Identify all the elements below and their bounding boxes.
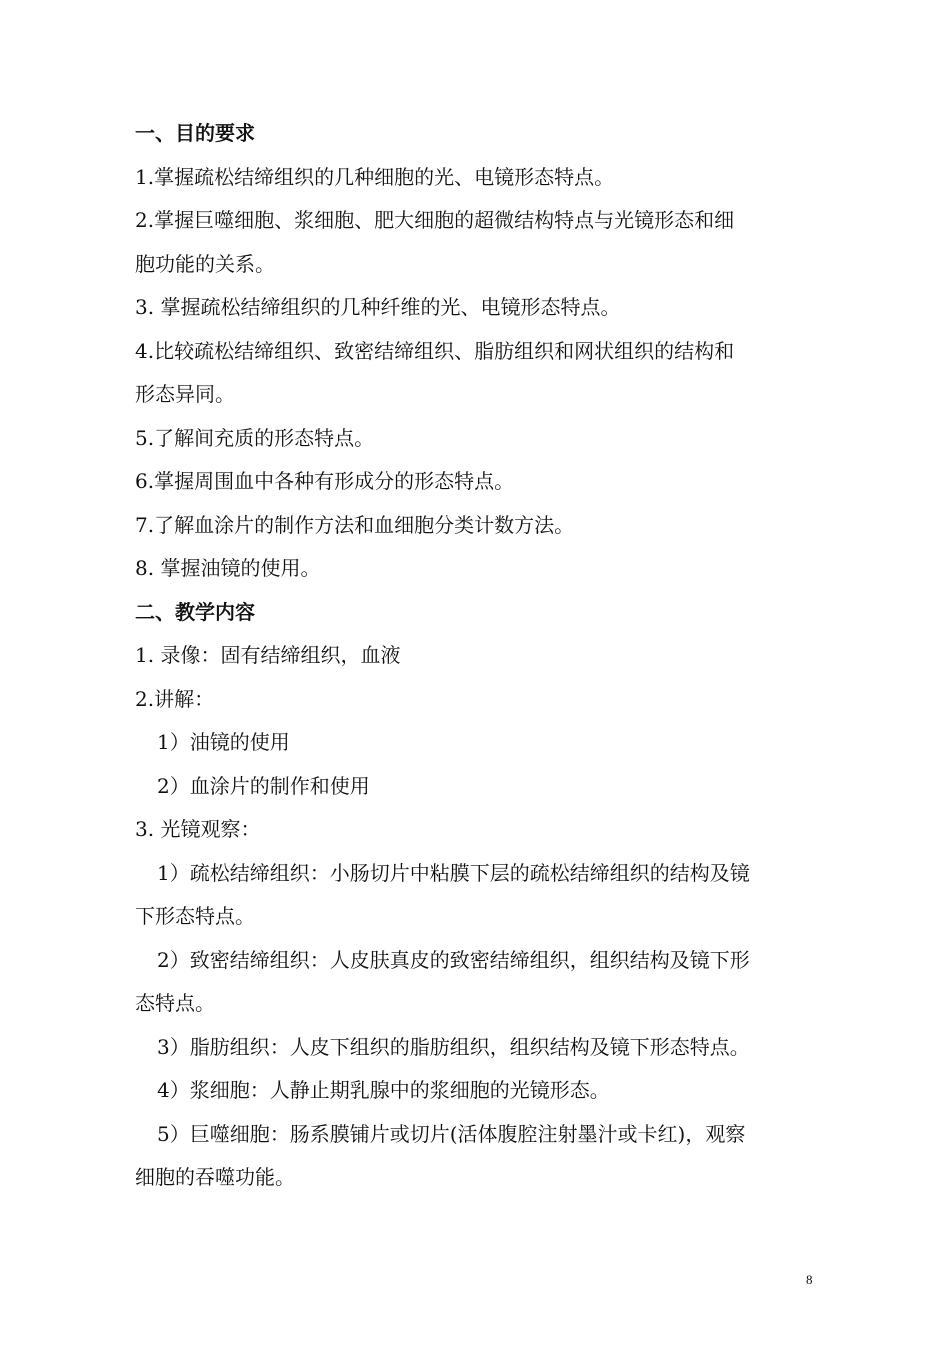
content-subitem-3-5-line-2: 细胞的吞噬功能。 bbox=[135, 1165, 295, 1189]
objective-item-4-line-1: 4.比较疏松结缔组织、致密结缔组织、脂肪组织和网状组织的结构和 bbox=[135, 338, 735, 363]
page-number: 8 bbox=[806, 1272, 813, 1287]
content-item-2: 2.讲解： bbox=[135, 686, 215, 711]
content-subitem-3-2-line-2: 态特点。 bbox=[135, 991, 215, 1015]
section-heading-content: 二、教学内容 bbox=[135, 599, 255, 624]
objective-item-5: 5.了解间充质的形态特点。 bbox=[135, 425, 375, 450]
content-subitem-3-1-line-2: 下形态特点。 bbox=[135, 904, 255, 928]
content-subitem-3-1-line-1: 1）疏松结缔组织：小肠切片中粘膜下层的疏松结缔组织的结构及镜 bbox=[157, 860, 750, 885]
content-item-1: 1. 录像：固有结缔组织，血液 bbox=[135, 643, 401, 667]
objective-item-4-line-2: 形态异同。 bbox=[135, 382, 235, 406]
objective-item-2-line-2: 胞功能的关系。 bbox=[135, 251, 275, 276]
content-subitem-3-5-line-1: 5）巨噬细胞：肠系膜铺片或切片(活体腹腔注射墨汁或卡红)，观察 bbox=[157, 1121, 746, 1146]
section-heading-objectives: 一、目的要求 bbox=[135, 121, 255, 145]
objective-item-3: 3. 掌握疏松结缔组织的几种纤维的光、电镜形态特点。 bbox=[135, 295, 621, 319]
objective-item-8: 8. 掌握油镜的使用。 bbox=[135, 556, 321, 580]
objective-item-1: 1.掌握疏松结缔组织的几种细胞的光、电镜形态特点。 bbox=[135, 164, 615, 189]
content-subitem-3-4: 4）浆细胞：人静止期乳腺中的浆细胞的光镜形态。 bbox=[157, 1078, 610, 1102]
content-subitem-3-2-line-1: 2）致密结缔组织：人皮肤真皮的致密结缔组织，组织结构及镜下形 bbox=[157, 947, 750, 972]
content-subitem-2-2: 2）血涂片的制作和使用 bbox=[157, 773, 370, 798]
objective-item-7: 7.了解血涂片的制作方法和血细胞分类计数方法。 bbox=[135, 512, 575, 537]
content-subitem-2-1: 1）油镜的使用 bbox=[157, 730, 290, 754]
content-item-3: 3. 光镜观察： bbox=[135, 817, 261, 841]
document-body bbox=[135, 112, 825, 1200]
objective-item-2-line-1: 2.掌握巨噬细胞、浆细胞、肥大细胞的超微结构特点与光镜形态和细 bbox=[135, 208, 735, 232]
content-subitem-3-3: 3）脂肪组织：人皮下组织的脂肪组织，组织结构及镜下形态特点。 bbox=[157, 1034, 750, 1059]
objective-item-6: 6.掌握周围血中各种有形成分的形态特点。 bbox=[135, 469, 515, 493]
